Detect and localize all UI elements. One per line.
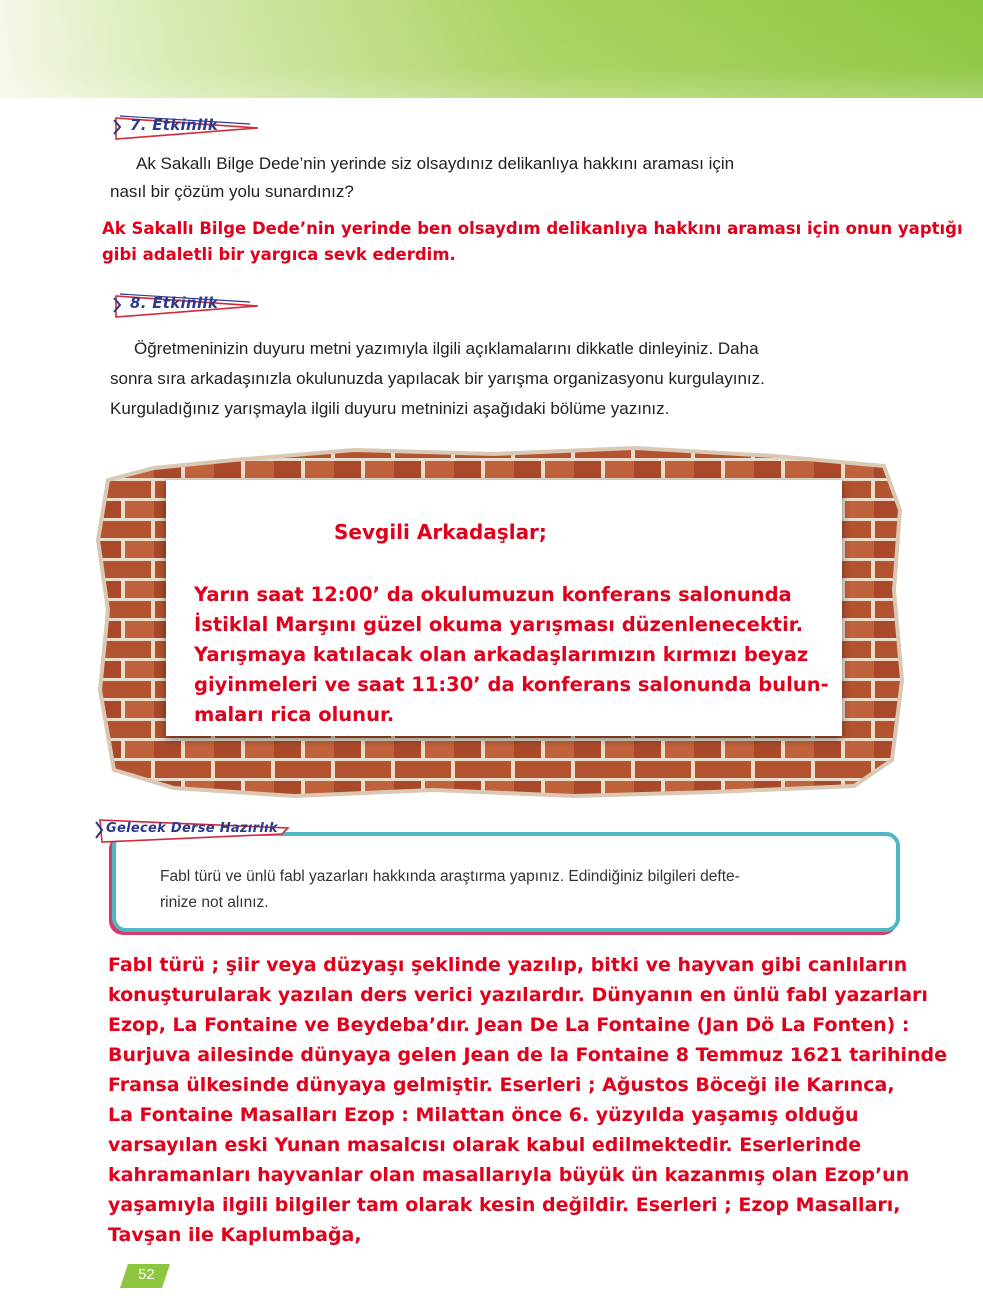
prep-answer-line: Burjuva ailesinde dünyaya gelen Jean de la Fontaine 8 Temmuz 1621 tarihinde (108, 1044, 948, 1066)
prep-answer-line: Ezop, La Fontaine ve Beydeba’dır. Jean De La Fontaine (Jan Dö La Fonten) : (108, 1014, 910, 1036)
activity-8-tag (110, 292, 260, 318)
prep-answer-line: Fabl türü ; şiir veya düzyaşı şeklinde yazılıp, bitki ve hayvan gibi canlıların (108, 954, 908, 976)
prep-answer-line: La Fontaine Masalları Ezop : Milattan önce 6. yüzyılda yaşamış olduğu (108, 1104, 859, 1126)
page-number (118, 1262, 172, 1290)
activity-7-question-line: nasıl bir çözüm yolu sunardınız? (110, 182, 354, 201)
prep-answer-line: kahramanları hayvanlar olan masallarıyla büyük ün kazanmış olan Ezop’un (108, 1164, 910, 1186)
activity-7-answer-line: gibi adaletli bir yargıca sevk ederdim. (102, 245, 456, 264)
prep-answer (108, 950, 978, 1250)
announcement-line: giyinmeleri ve saat 11:30’ da konferans salonunda bulun- (194, 673, 829, 696)
announcement-line: Yarın saat 12:00’ da okulumuzun konferans salonunda (194, 583, 792, 606)
prep-answer-line: Fransa ülkesinde dünyaya gelmiştir. Eserleri ; Ağustos Böceği ile Karınca, (108, 1074, 895, 1096)
prep-tag (92, 816, 292, 846)
prep-answer-line: varsayılan eski Yunan masalcısı olarak kabul edilmektedir. Eserlerinde (108, 1134, 862, 1156)
announcement-body (194, 580, 834, 730)
activity-7-tag (110, 114, 260, 140)
announcement-line: İstiklal Marşını güzel okuma yarışması düzenlenecektir. (194, 613, 804, 636)
activity-8-question-line: sonra sıra arkadaşınızla okulunuzda yapılacak bir yarışma organizasyonu kurgulayınız. (110, 369, 765, 388)
activity-7-answer-line: Ak Sakallı Bilge Dede’nin yerinde ben olsaydım delikanlıya hakkını araması için onun yaptığı (102, 219, 963, 238)
activity-7-question-line: Ak Sakallı Bilge Dede’nin yerinde siz olsaydınız delikanlıya hakkını araması için (136, 154, 735, 173)
announcement-title: Sevgili Arkadaşlar; (334, 520, 547, 544)
announcement-line: Yarışmaya katılacak olan arkadaşlarımızın kırmızı beyaz (194, 643, 809, 666)
announcement-card (166, 480, 842, 736)
announcement-line: maları rica olunur. (194, 703, 395, 726)
prep-text-line: rinize not alınız. (160, 894, 269, 911)
activity-7-answer (102, 216, 972, 268)
prep-box (112, 832, 900, 932)
activity-7-question (110, 150, 890, 206)
page-number-label: 52 (138, 1266, 155, 1283)
prep-text (160, 864, 880, 916)
prep-answer-line: Tavşan ile Kaplumbağa, (108, 1224, 362, 1246)
prep-text-line: Fabl türü ve ünlü fabl yazarları hakkında araştırma yapınız. Edindiğiniz bilgileri defte- (160, 868, 740, 885)
prep-answer-line: yaşamıyla ilgili bilgiler tam olarak kesin değildir. Eserleri ; Ezop Masalları, (108, 1194, 901, 1216)
activity-8-question-line: Kurguladığınız yarışmayla ilgili duyuru metninizi aşağıdaki bölüme yazınız. (110, 399, 670, 418)
activity-8-question (110, 334, 900, 424)
activity-8-question-line: Öğretmeninizin duyuru metni yazımıyla ilgili açıklamalarını dikkatle dinleyiniz. Daha (134, 339, 759, 358)
activity-8-tag-label: 8. Etkinlik (130, 294, 219, 312)
prep-answer-line: konuşturularak yazılan ders verici yazılardır. Dünyanın en ünlü fabl yazarları (108, 984, 928, 1006)
header-band-fade (0, 0, 983, 98)
activity-7-tag-label: 7. Etkinlik (130, 116, 219, 134)
prep-tag-label: Gelecek Derse Hazırlık (106, 821, 278, 836)
